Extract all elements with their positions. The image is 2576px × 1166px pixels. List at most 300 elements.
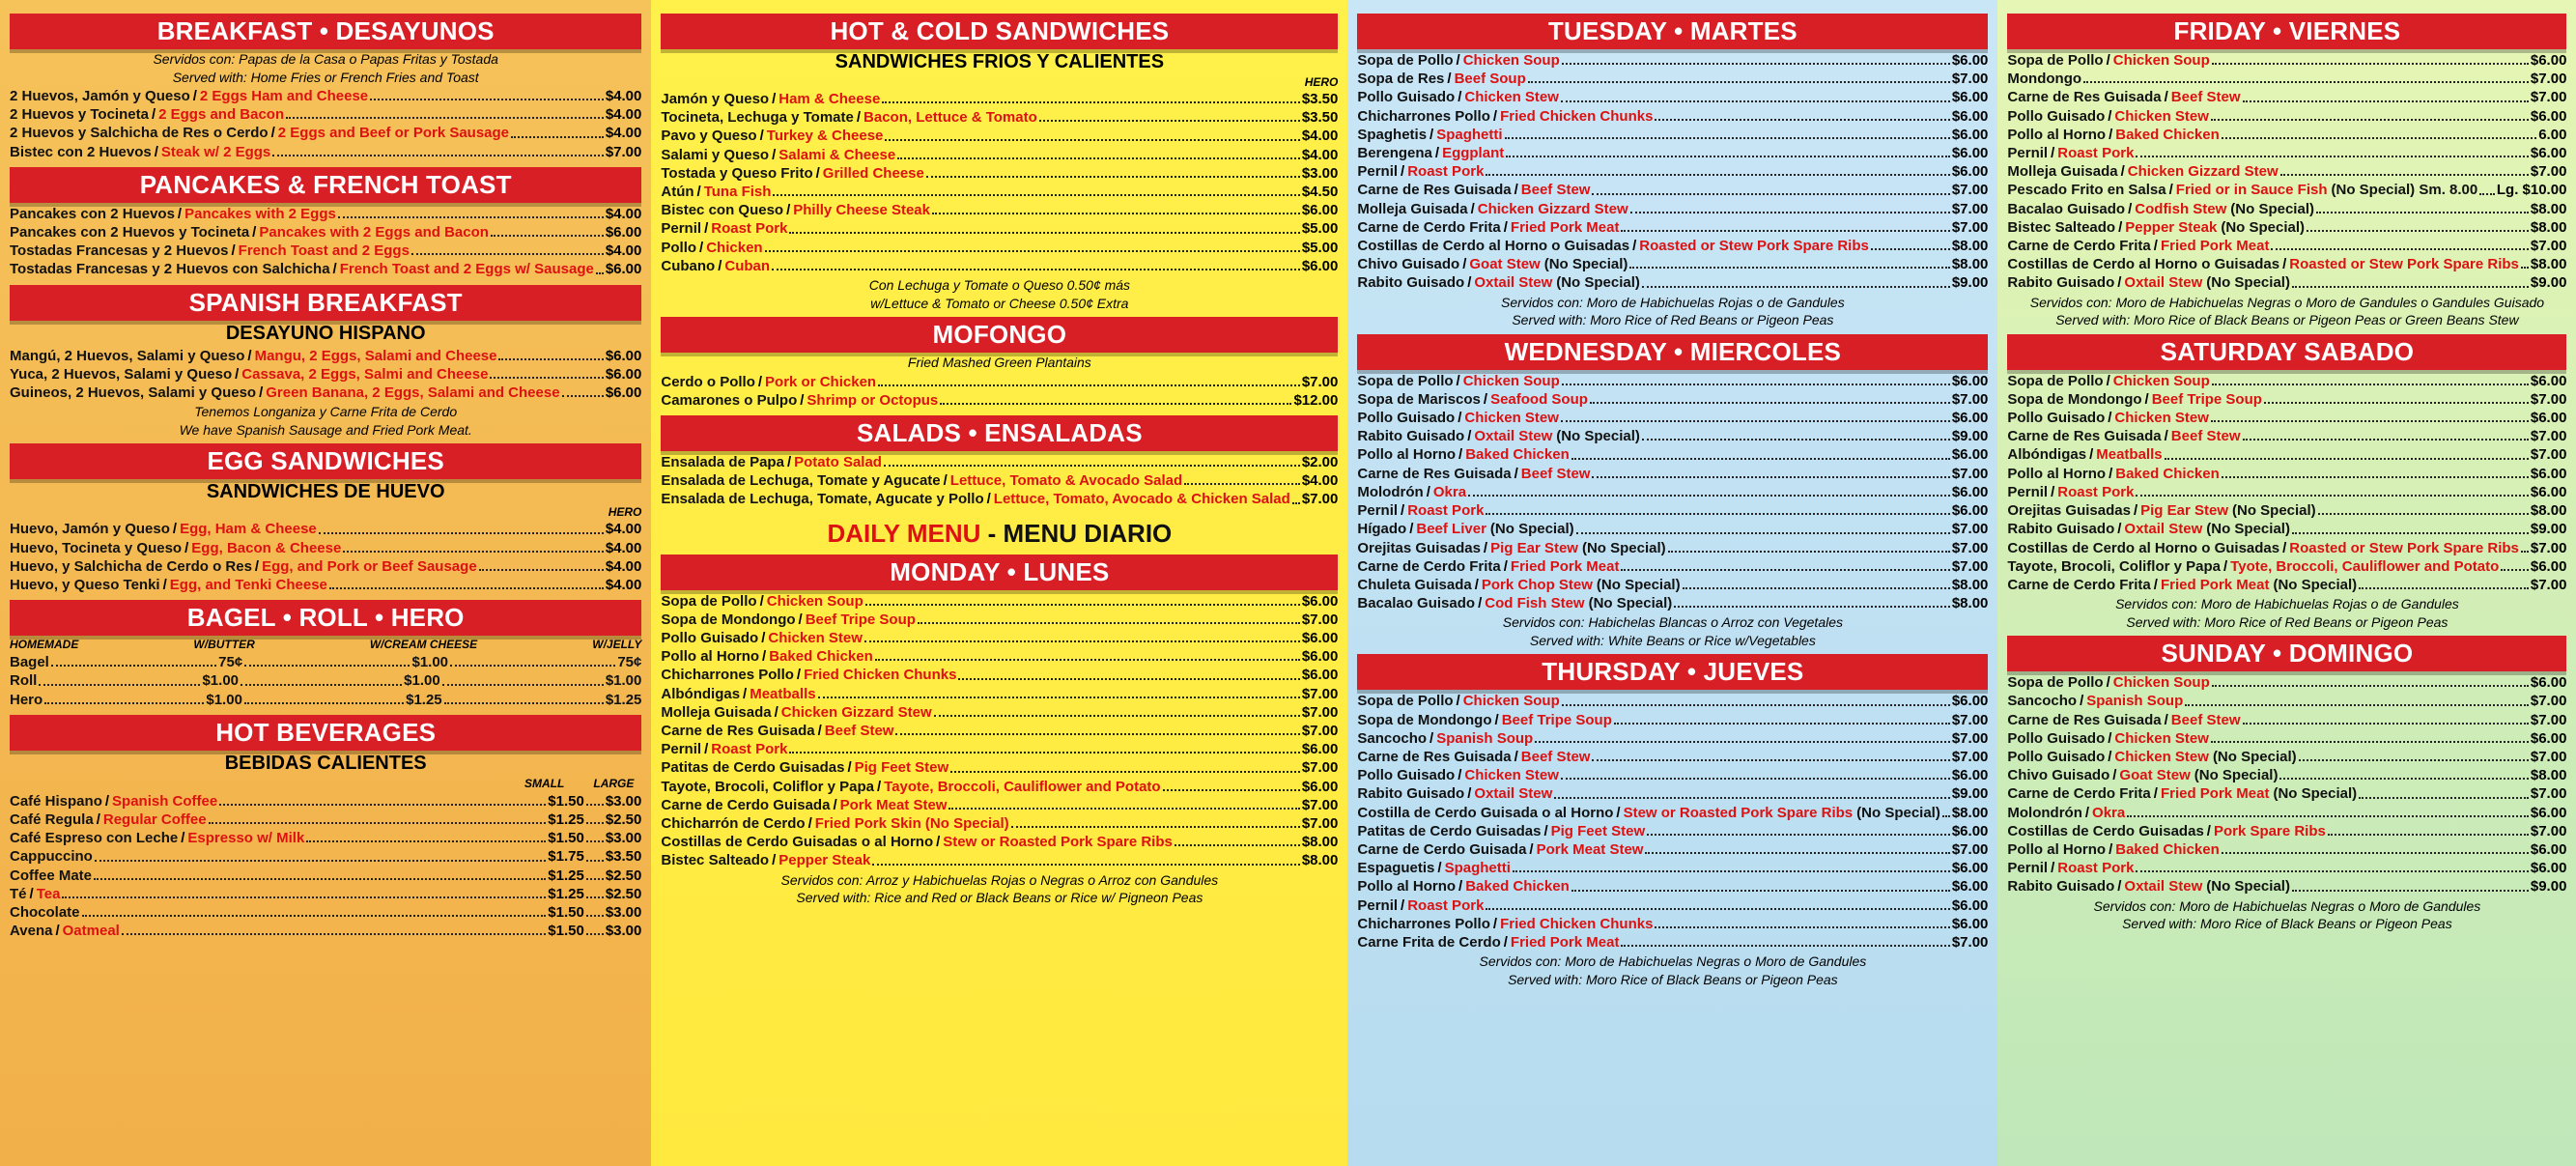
separator: /	[1514, 465, 1518, 482]
dot-leader	[2136, 156, 2528, 157]
item-name-es: Albóndigas	[2007, 446, 2087, 464]
menu-item	[2007, 409, 2566, 427]
item-name-es: Rabito Guisado	[1357, 274, 1465, 292]
dot-leader	[306, 840, 546, 842]
separator: /	[1458, 410, 1462, 427]
dot-leader	[2243, 100, 2529, 102]
item-name-es: Tocineta, Lechuga y Tomate	[661, 109, 854, 127]
separator: /	[699, 239, 704, 256]
item-price: $6.00	[1951, 693, 1989, 710]
item-name-es: Pollo Guisado	[1357, 410, 1456, 427]
section-note: Con Lechuga y Tomate o Queso 0.50¢ más	[868, 277, 1131, 294]
separator: /	[807, 815, 812, 833]
item-price: $7.00	[1951, 539, 1989, 556]
dot-leader	[1468, 495, 1950, 497]
item-name-en: Salami & Cheese	[778, 146, 896, 163]
separator: /	[772, 146, 777, 163]
separator: /	[2206, 822, 2211, 839]
item-name-en: Grilled Cheese	[822, 164, 924, 182]
item-price: $6.00	[1301, 257, 1339, 274]
price-small: $1.50	[548, 923, 584, 940]
menu-item	[10, 124, 641, 142]
item-name-es: Chicharrones Pollo	[661, 667, 794, 684]
separator: /	[231, 242, 236, 260]
item-price: $4.00	[605, 539, 642, 556]
separator: /	[2164, 89, 2168, 106]
dot-leader	[1645, 852, 1949, 854]
item-name-es: Ensalada de Lechuga, Tomate y Agucate	[661, 472, 941, 490]
item-name-en: Roast Pork	[1407, 163, 1485, 181]
dot-leader	[411, 253, 604, 255]
menu-item	[2007, 372, 2566, 390]
item-name-es: Carne de Cerdo Frita	[2007, 785, 2151, 803]
section-header-mofongo: MOFONGO	[661, 317, 1338, 353]
separator: /	[1467, 274, 1472, 292]
item-name-es: Pollo Guisado	[1357, 89, 1456, 106]
price-large: $3.00	[605, 792, 642, 810]
item-name-en: 2 Eggs and Beef or Pork Sausage	[277, 125, 510, 142]
item-price: $7.00	[1301, 373, 1339, 390]
item-name-es: Tostadas Francesas y 2 Huevos	[10, 242, 229, 260]
separator: /	[1456, 693, 1460, 710]
item-price: $6.00	[2530, 840, 2567, 858]
beverage-name-es: Café Espreso con Leche	[10, 830, 179, 847]
separator: /	[181, 830, 185, 847]
item-price: $7.00	[1951, 390, 1989, 408]
item-name-es: Sancocho	[1357, 729, 1428, 747]
item-name-en: Beef Soup	[1454, 71, 1526, 88]
item-price: $4.00	[605, 125, 642, 142]
item-name-es: Pernil	[2007, 483, 2049, 500]
dot-leader	[1647, 834, 1950, 836]
item-name-es: Pollo	[661, 239, 697, 256]
item-name-es: Costillas de Cerdo al Horno o Guisadas	[1357, 238, 1630, 255]
menu-item	[2007, 673, 2566, 692]
separator: /	[2109, 465, 2113, 482]
item-name-es: Pollo Guisado	[2007, 107, 2106, 125]
menu-item	[1357, 107, 1988, 126]
item-name-es: Pernil	[2007, 145, 2049, 162]
item-name-en: Chicken Stew	[2114, 729, 2209, 747]
dot-leader	[1562, 704, 1950, 706]
menu-item	[661, 201, 1338, 219]
item-name-es: Molondrón	[2007, 804, 2082, 821]
item-name-es: Pernil	[1357, 896, 1399, 914]
item-name-es: Sopa de Pollo	[2007, 52, 2104, 69]
item-name-en: Pancakes with 2 Eggs and Bacon	[259, 224, 489, 242]
item-name-en: Fried Pork Meat	[2160, 238, 2270, 255]
item-price: $7.00	[1951, 521, 1989, 538]
item-name-es: Tayote, Brocoli, Coliflor y Papa	[2007, 557, 2221, 575]
item-price: $7.00	[2530, 163, 2567, 181]
separator: /	[2144, 390, 2149, 408]
menu-item	[1357, 237, 1988, 255]
section-note: Served with: Moro Rice of Red Beans or Pigeon Peas	[2126, 613, 2449, 630]
section-note: Servidos con: Moro de Habichuelas Rojas o de Gandules	[2115, 596, 2459, 612]
section-header-thursday: THURSDAY • JUEVES	[1357, 654, 1988, 690]
item-name-es: Chicharrones Pollo	[1357, 915, 1490, 932]
item-price: $7.00	[1951, 840, 1989, 858]
item-name-en: 2 Eggs and Bacon	[158, 106, 285, 124]
item-price: $6.00	[1301, 778, 1339, 795]
item-name-es: Carne de Res Guisada	[661, 723, 815, 740]
dot-leader	[2212, 63, 2529, 65]
item-name-en: Roasted or Stew Pork Spare Ribs	[2289, 539, 2519, 556]
item-price: $6.00	[1951, 502, 1989, 520]
item-name-en: Bacon, Lettuce & Tomato	[863, 109, 1037, 127]
item-name-en: Lettuce, Tomato & Avocado Salad	[949, 472, 1183, 490]
dot-leader	[2521, 551, 2529, 553]
dot-leader	[1571, 458, 1950, 460]
bagel-cell: $1.25	[605, 691, 642, 708]
item-price: $6.00	[1951, 145, 1989, 162]
item-price: $6.00	[1951, 446, 1989, 464]
separator: /	[252, 224, 257, 242]
dot-leader	[789, 232, 1299, 234]
separator: /	[1492, 107, 1498, 125]
menu-item	[1357, 784, 1988, 803]
dot-leader	[1621, 569, 1949, 571]
dot-leader	[241, 684, 402, 686]
separator: /	[96, 811, 100, 828]
separator: /	[1401, 502, 1405, 520]
item-name-es: Carne de Cerdo Frita	[1357, 218, 1501, 236]
item-price: $5.00	[1301, 220, 1339, 238]
item-name-en: Chicken Stew	[2114, 748, 2209, 765]
item-name-es: Yuca, 2 Huevos, Salami y Queso	[10, 365, 233, 383]
menu-item	[2007, 822, 2566, 840]
beverage-row	[10, 847, 641, 866]
item-name-es: Pollo Guisado	[661, 630, 759, 646]
section-subtitle: DESAYUNO HISPANO	[225, 322, 426, 344]
item-price: $8.00	[1951, 576, 1989, 593]
menu-item	[2007, 483, 2566, 501]
menu-item	[1357, 51, 1988, 70]
item-price: $6.00	[1301, 202, 1339, 219]
item-name-es: Pernil	[2007, 860, 2049, 877]
menu-item	[1357, 273, 1988, 292]
bagel-cell: $1.00	[202, 672, 240, 690]
item-name-es: Ensalada de Lechuga, Tomate, Agucate y Pollo	[661, 491, 984, 508]
item-name-es: Carne Frita de Cerdo	[1357, 933, 1501, 951]
item-name-es: Pollo al Horno	[1357, 446, 1457, 464]
separator: /	[800, 391, 805, 409]
dot-leader	[1561, 778, 1950, 780]
dot-leader	[1942, 815, 1950, 817]
item-name-en: Chicken Soup	[1462, 52, 1560, 69]
item-name-en: Pepper Steak	[778, 852, 871, 869]
item-note: (No Special)	[1588, 595, 1673, 612]
dot-leader	[562, 395, 604, 397]
item-name-en: Egg, Bacon & Cheese	[191, 539, 342, 556]
dot-leader	[1486, 174, 1949, 176]
dot-leader	[586, 915, 604, 917]
menu-item	[2007, 711, 2566, 729]
item-name-es: Pescado Frito en Salsa	[2007, 182, 2166, 199]
item-name-es: Pollo al Horno	[1357, 878, 1457, 896]
menu-item	[1357, 933, 1988, 952]
separator: /	[2117, 274, 2122, 292]
item-price: $6.00	[1951, 822, 1989, 839]
dot-leader	[586, 878, 604, 880]
daily-menu-title	[661, 519, 1338, 549]
item-price: $6.00	[2530, 860, 2567, 877]
item-name-en: Chicken Soup	[2112, 674, 2210, 692]
menu-item	[1357, 766, 1988, 784]
item-note: (No Special)	[2273, 576, 2358, 593]
item-name-es: Mangú, 2 Huevos, Salami y Queso	[10, 347, 245, 364]
price-small: $1.25	[548, 811, 584, 828]
beverage-header: LARGE	[593, 776, 635, 790]
menu-item	[661, 108, 1338, 127]
dot-leader	[1668, 551, 1950, 553]
item-name-en: Roast Pork	[2057, 145, 2135, 162]
dot-leader	[370, 99, 604, 100]
item-name-es: Carne de Res Guisada	[2007, 89, 2162, 106]
separator: /	[1434, 145, 1440, 162]
menu-item	[2007, 88, 2566, 106]
column-1	[0, 0, 651, 1166]
item-note: (No Special)	[1543, 256, 1628, 273]
separator: /	[786, 202, 791, 219]
price-large: $3.00	[605, 830, 642, 847]
separator: /	[761, 630, 766, 646]
item-name-en: Fried Pork Meat	[2160, 785, 2270, 803]
item-price: $7.00	[1951, 218, 1989, 236]
item-price: $3.50	[1301, 109, 1339, 127]
dot-leader	[2185, 704, 2529, 706]
item-price: $9.00	[1951, 428, 1989, 445]
price-large: $3.50	[605, 848, 642, 866]
separator: /	[1474, 576, 1479, 593]
menu-list	[661, 453, 1338, 509]
dot-leader	[286, 117, 604, 119]
dot-leader	[319, 532, 604, 534]
dot-leader	[1292, 502, 1300, 504]
item-name-en: Spaghetti	[1436, 126, 1503, 143]
item-name-en: Pig Ear Stew	[2140, 502, 2228, 520]
menu-item	[661, 373, 1338, 391]
item-name-es: Sopa de Pollo	[661, 592, 757, 610]
item-name-en: Pork Chop Stew	[1481, 576, 1593, 593]
item-name-en: French Toast and 2 Eggs	[238, 242, 410, 260]
menu-item	[1357, 483, 1988, 501]
bagel-cell: 75¢	[218, 654, 243, 671]
separator: /	[718, 257, 722, 274]
beverage-row	[10, 922, 641, 940]
separator: /	[1514, 748, 1518, 765]
menu-item	[661, 592, 1338, 611]
item-name-en: Egg, and Tenki Cheese	[169, 576, 327, 593]
item-price: $9.00	[2530, 878, 2567, 896]
menu-list	[1357, 51, 1988, 293]
item-price: $8.00	[1951, 256, 1989, 273]
item-price: $4.00	[605, 242, 642, 260]
menu-item	[2007, 766, 2566, 784]
separator: /	[104, 792, 110, 810]
separator: /	[1492, 915, 1498, 932]
separator: /	[704, 741, 709, 758]
separator: /	[696, 184, 701, 201]
dot-leader	[2136, 870, 2528, 872]
item-price: $6.00	[605, 224, 642, 242]
item-price: $6.00	[1951, 372, 1989, 389]
item-name-es: Pollo Guisado	[2007, 748, 2106, 765]
item-name-es: Chicharrones Pollo	[1357, 107, 1490, 125]
menu-list	[2007, 372, 2566, 594]
menu-item	[1357, 557, 1988, 576]
menu-item	[10, 557, 641, 576]
dot-leader	[82, 915, 547, 917]
menu-item	[2007, 501, 2566, 520]
item-name-es: Patitas de Cerdo Guisadas	[661, 759, 845, 777]
dot-leader	[2243, 439, 2529, 441]
separator: /	[55, 923, 60, 940]
separator: /	[2051, 860, 2055, 877]
separator: /	[2106, 674, 2110, 692]
dot-leader	[1576, 532, 1950, 534]
item-name-es: Pernil	[1357, 502, 1399, 520]
dot-leader	[2292, 890, 2529, 892]
menu-item	[1357, 539, 1988, 557]
item-name-en: Beef Stew	[2170, 711, 2241, 728]
separator: /	[1456, 372, 1460, 389]
dot-leader	[1561, 100, 1950, 102]
item-price: $7.00	[1301, 703, 1339, 721]
dot-leader	[596, 272, 604, 274]
item-name-en: Chicken Soup	[766, 592, 863, 610]
separator: /	[2112, 767, 2117, 784]
separator: /	[2118, 218, 2123, 236]
menu-item	[1357, 576, 1988, 594]
item-name-es: Pernil	[661, 741, 702, 758]
item-price: $6.00	[1951, 126, 1989, 143]
item-name-es: Pernil	[661, 220, 702, 238]
separator: /	[1458, 878, 1463, 896]
menu-item	[10, 576, 641, 594]
item-price: $4.00	[1301, 146, 1339, 163]
separator: /	[1426, 483, 1430, 500]
price-large: $3.00	[605, 923, 642, 940]
dot-leader	[1592, 759, 1949, 761]
dot-leader	[444, 702, 604, 704]
section-note: Served with: Rice and Red or Black Beans or Rice w/ Pigneon Peas	[796, 890, 1203, 906]
dot-leader	[209, 822, 547, 824]
item-name-en: Chicken Stew	[2114, 107, 2209, 125]
dot-leader	[2292, 532, 2529, 534]
menu-item	[1357, 162, 1988, 181]
separator: /	[2223, 557, 2228, 575]
item-name-en: Fried Pork Skin (No Special)	[814, 815, 1009, 833]
item-price: $6.00	[2530, 465, 2567, 482]
dot-leader	[932, 213, 1300, 214]
item-name-en: Meatballs	[2096, 446, 2163, 464]
item-price: $6.00	[1301, 667, 1339, 684]
separator: /	[815, 164, 820, 182]
menu-item	[661, 722, 1338, 740]
item-price: $6.00	[2530, 674, 2567, 692]
dot-leader	[2083, 81, 2529, 83]
section-subtitle: SANDWICHES FRIOS Y CALIENTES	[835, 51, 1165, 72]
item-name-es: Orejitas Guisadas	[1357, 539, 1481, 556]
separator: /	[184, 539, 189, 556]
item-name-es: Molleja Guisada	[661, 703, 772, 721]
item-name-en: Roast Pork	[2057, 860, 2135, 877]
item-name-es: Sopa de Pollo	[1357, 372, 1454, 389]
separator: /	[2106, 372, 2110, 389]
item-name-en: Potato Salad	[794, 453, 882, 470]
menu-item	[1357, 409, 1988, 427]
item-name-es: Chivo Guisado	[2007, 767, 2110, 784]
item-price: $7.00	[1301, 491, 1339, 508]
item-name-es: Bistec con Queso	[661, 202, 784, 219]
menu-item	[661, 629, 1338, 647]
dot-leader	[2264, 402, 2529, 404]
beverage-header: SMALL	[524, 776, 565, 790]
item-name-en: Steak w/ 2 Eggs	[160, 143, 271, 160]
item-name-es: Sancocho	[2007, 693, 2078, 710]
item-name-en: Chicken Soup	[1462, 372, 1560, 389]
dot-leader	[1528, 81, 1950, 83]
dot-leader	[789, 752, 1299, 754]
section-note: Served with: Moro Rice of Red Beans or Pigeon Peas	[1512, 312, 1834, 328]
item-price: $7.00	[2530, 748, 2567, 765]
item-name-es: Tayote, Brocoli, Coliflor y Papa	[661, 778, 874, 795]
item-price: Lg. $10.00	[2496, 182, 2567, 199]
separator: /	[1494, 711, 1499, 728]
item-name-es: Berengena	[1357, 145, 1432, 162]
item-price: $9.00	[1951, 274, 1989, 292]
item-price: $7.00	[2530, 446, 2567, 464]
item-note: (No Special)	[2273, 785, 2358, 803]
daily-menu-es: - MENU DIARIO	[987, 518, 1173, 548]
section-note: Fried Mashed Green Plantains	[907, 355, 1091, 371]
separator: /	[1529, 840, 1534, 858]
dot-leader	[39, 684, 200, 686]
menu-item	[1357, 729, 1988, 748]
menu-list	[10, 87, 641, 161]
menu-item	[661, 647, 1338, 666]
item-name-es: Sopa de Mondongo	[661, 611, 796, 628]
item-name-en: Goat Stew	[1469, 256, 1541, 273]
dot-leader	[1011, 826, 1300, 828]
item-price: $7.00	[2530, 785, 2567, 803]
dot-leader	[219, 804, 546, 806]
dot-leader	[2211, 420, 2529, 422]
item-name-es: Pollo al Horno	[661, 648, 760, 666]
bagel-cell: 75¢	[617, 654, 642, 671]
menu-list	[661, 373, 1338, 410]
section-subtitle: BEBIDAS CALIENTES	[224, 752, 427, 774]
separator: /	[1456, 52, 1460, 69]
dot-leader	[773, 194, 1299, 196]
item-name-en: Chicken Soup	[2112, 372, 2210, 389]
item-name-es: Molleja Guisada	[1357, 200, 1468, 217]
bagel-cell: Roll	[10, 672, 38, 690]
dot-leader	[586, 840, 604, 842]
menu-item	[2007, 162, 2566, 181]
section-note: Servidos con: Moro de Habichuelas Negras o Moro de Gandules	[1479, 953, 1867, 970]
section-note: Tenemos Longaniza y Carne Frita de Cerdo	[194, 404, 458, 420]
dot-leader	[1554, 797, 1950, 799]
item-name-es: Sopa de Pollo	[2007, 674, 2104, 692]
column-4	[1997, 0, 2576, 1166]
item-price: $8.00	[1951, 238, 1989, 255]
dot-leader	[1629, 267, 1949, 269]
price-large: $3.00	[605, 903, 642, 921]
separator: /	[2153, 238, 2158, 255]
separator: /	[762, 648, 767, 666]
